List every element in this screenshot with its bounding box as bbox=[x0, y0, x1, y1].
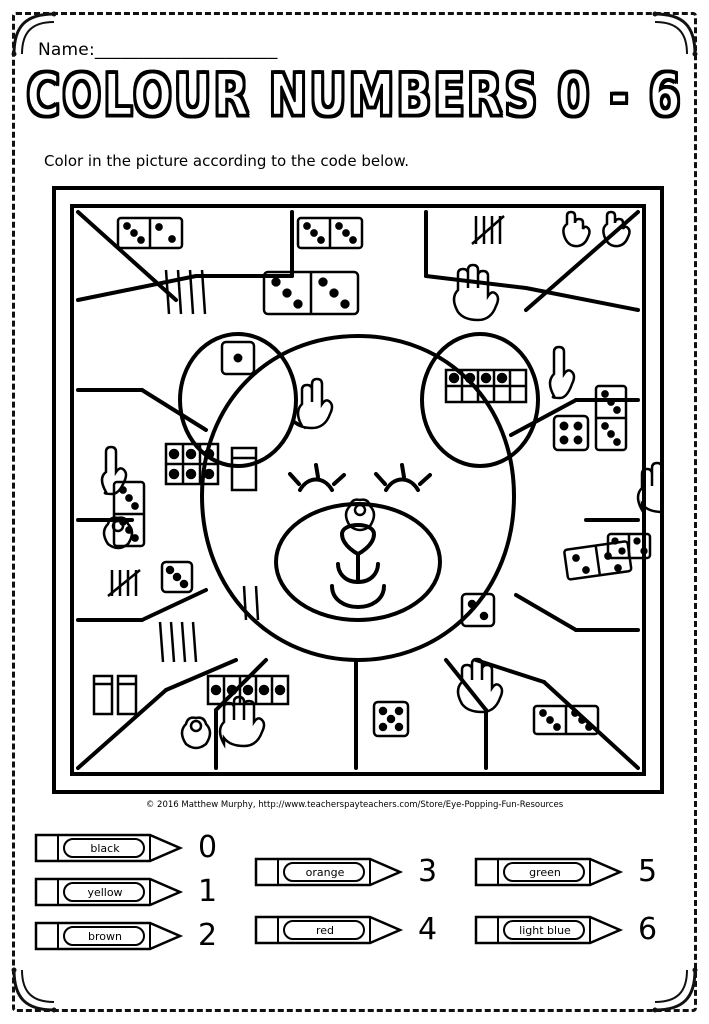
crayon-color-name: red bbox=[315, 923, 335, 937]
legend-number: 3 bbox=[418, 854, 438, 889]
legend-item bbox=[252, 908, 462, 952]
bear-picture-artwork bbox=[56, 190, 660, 790]
crayon-icon bbox=[472, 913, 624, 947]
crayon-icon bbox=[32, 831, 184, 865]
copyright-credit: © 2016 Matthew Murphy, http://www.teacherspayteachers.com/Store/Eye-Popping-Fun-Resources bbox=[145, 800, 564, 810]
crayon-icon bbox=[32, 919, 184, 953]
legend-item bbox=[472, 908, 682, 952]
crayon-color-name: light blue bbox=[519, 923, 571, 937]
legend-number: 1 bbox=[198, 874, 218, 909]
legend-number: 2 bbox=[198, 918, 218, 953]
legend-item bbox=[32, 914, 242, 958]
crayon-icon bbox=[252, 913, 404, 947]
crayon-color-name: yellow bbox=[87, 885, 123, 899]
legend-item bbox=[252, 850, 462, 894]
coloring-picture bbox=[52, 186, 664, 794]
color-key-legend bbox=[30, 826, 680, 976]
crayon-color-name: orange bbox=[305, 865, 345, 879]
crayon-color-name: brown bbox=[88, 929, 122, 943]
legend-spacer bbox=[472, 894, 682, 908]
crayon-icon bbox=[252, 855, 404, 889]
corner-flourish-icon bbox=[641, 10, 699, 68]
legend-column-3 bbox=[472, 850, 682, 952]
legend-column-1 bbox=[32, 826, 242, 958]
name-field-label[interactable]: Name:_____________________ bbox=[38, 40, 278, 60]
legend-column-2 bbox=[252, 850, 462, 952]
crayon-icon bbox=[472, 855, 624, 889]
crayon-icon bbox=[32, 875, 184, 909]
legend-number: 5 bbox=[638, 854, 658, 889]
legend-number: 0 bbox=[198, 830, 218, 865]
legend-number: 4 bbox=[418, 912, 438, 947]
crayon-color-name: green bbox=[529, 865, 561, 879]
page-title: COLOUR NUMBERS 0 - 6 bbox=[26, 61, 683, 129]
legend-item bbox=[32, 826, 242, 870]
legend-spacer bbox=[252, 894, 462, 908]
instructions-text: Color in the picture according to the code below. bbox=[44, 152, 410, 170]
legend-number: 6 bbox=[638, 912, 658, 947]
crayon-color-name: black bbox=[90, 841, 120, 855]
legend-item bbox=[472, 850, 682, 894]
legend-item bbox=[32, 870, 242, 914]
